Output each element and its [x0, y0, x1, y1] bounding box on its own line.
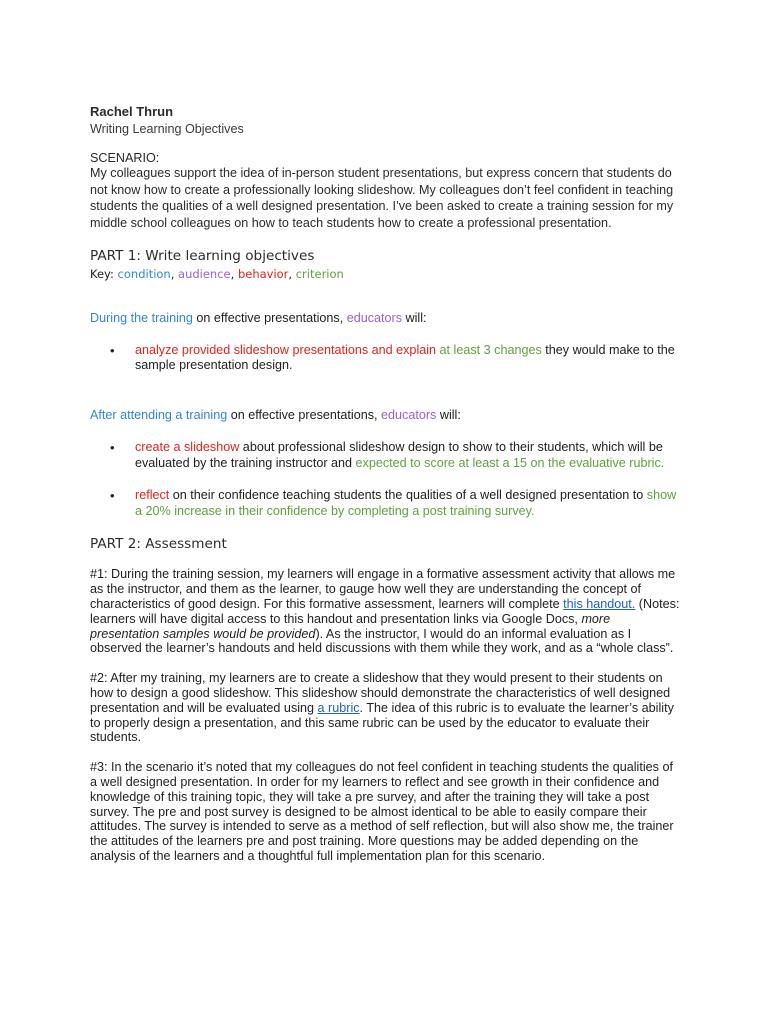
objective2a-rest: about professional slideshow design to show to their students, which will be evaluated by the training instructor and	[135, 440, 663, 470]
objective1-mid: on effective presentations,	[192, 310, 347, 325]
paragraph-emphasis: more presentation samples would be provided	[90, 611, 611, 641]
paragraph-text: ). As the instructor, I would do an informal evaluation as I observed the learner’s handouts and held discussions with them while they work, and as a “whole class”.	[90, 626, 674, 656]
objective2b-rest: on their confidence teaching students the qualities of a well designed presentation to	[169, 488, 647, 503]
document-page	[90, 104, 680, 864]
author-name: Rachel Thrun	[90, 104, 174, 119]
part2-heading: PART 2: Assessment	[90, 536, 227, 553]
paragraph-text: #2: After my training, my learners are to create a slideshow that they would present to their students on how to design a good slideshow. This slideshow should demonstrate the characteristics of well designed presentation and will be evaluated using	[90, 671, 671, 715]
objective1-audience: educators	[346, 310, 403, 325]
objective1-criterion: at least 3 changes	[436, 342, 542, 357]
objective1-behavior: analyze provided slideshow presentations and explain	[135, 342, 437, 357]
objective2-lead	[90, 408, 680, 422]
key-separator: ,	[288, 266, 296, 281]
objective2b-criterion: show a 20% increase in their confidence by completing a post training survey.	[135, 488, 677, 518]
objective2b-behavior: reflect	[135, 488, 170, 503]
key-condition: condition	[117, 266, 171, 281]
list-item	[135, 343, 680, 374]
objective2-mid: on effective presentations,	[227, 408, 382, 422]
objective2a-behavior: create a slideshow	[135, 440, 240, 454]
paragraph-text: . The idea of this rubric is to evaluate the learner’s ability to properly design a presentation, and this same rubric can be used by the educator to evaluate their students.	[90, 700, 674, 745]
key-label: Key:	[90, 266, 118, 281]
key-audience: audience	[178, 266, 231, 281]
list-item	[135, 488, 680, 519]
rubric-link[interactable]: a rubric	[317, 700, 360, 715]
scenario-label: SCENARIO:	[90, 151, 160, 165]
objective2a-criterion: expected to score at least a 15 on the evaluative rubric.	[355, 455, 665, 470]
objective1-rest: they would make to the sample presentation design.	[135, 342, 675, 373]
objective2-condition: After attending a training	[90, 408, 228, 422]
handout-link[interactable]: this handout.	[563, 596, 636, 611]
list-item	[135, 440, 680, 471]
scenario-text: My colleagues support the idea of in-person student presentations, but express concern that students do not know how to create a professionally looking slideshow. My colleagues don’t feel confident in teaching students the qualities of a well designed presentation. I’ve been asked to create a training session for my middle school colleagues on how to teach students how to create a professional presentation.	[90, 166, 674, 231]
part1-heading: PART 1: Write learning objectives	[90, 247, 315, 264]
key-separator: ,	[230, 266, 238, 281]
color-key	[90, 267, 680, 281]
paragraph-text: (Notes: learners will have digital access to this handout and presentation links via Google Docs,	[90, 596, 680, 626]
objective1-end: will:	[402, 310, 427, 325]
objective2-end: will:	[436, 408, 461, 422]
objective1-list	[90, 343, 680, 374]
key-separator: ,	[170, 266, 179, 281]
objective1-lead	[90, 311, 680, 325]
assessment-paragraph-1	[90, 567, 680, 656]
objective2-audience: educators	[381, 408, 437, 422]
assessment-paragraph-2	[90, 671, 680, 745]
key-behavior: behavior	[237, 266, 289, 281]
objective2-list	[90, 440, 680, 519]
document-subtitle: Writing Learning Objectives	[90, 122, 244, 136]
objective1-condition: During the training	[90, 310, 193, 325]
key-criterion: criterion	[295, 266, 344, 281]
assessment-paragraph-3: #3: In the scenario it’s noted that my colleagues do not feel confident in teaching students the qualities of a well designed presentation. In order for my learners to reflect and see growth in their confidence and knowledge of this training topic, they will take a pre survey, and after the training they will take a post survey. The pre and post survey is designed to be almost identical to be able to easily compare their attitudes. The survey is intended to serve as a method of self reflection, but will also show me, the trainer the attitudes of the learners pre and post training. More questions may be added depending on the analysis of the learners and a thoughtful full implementation plan for this scenario.	[90, 760, 674, 863]
paragraph-text: #1: During the training session, my learners will engage in a formative assessment activity that allows me as the instructor, and them as the learner, to gauge how well they are understanding the concept of characteristics of good design. For this formative assessment, learners will complete	[90, 567, 676, 611]
